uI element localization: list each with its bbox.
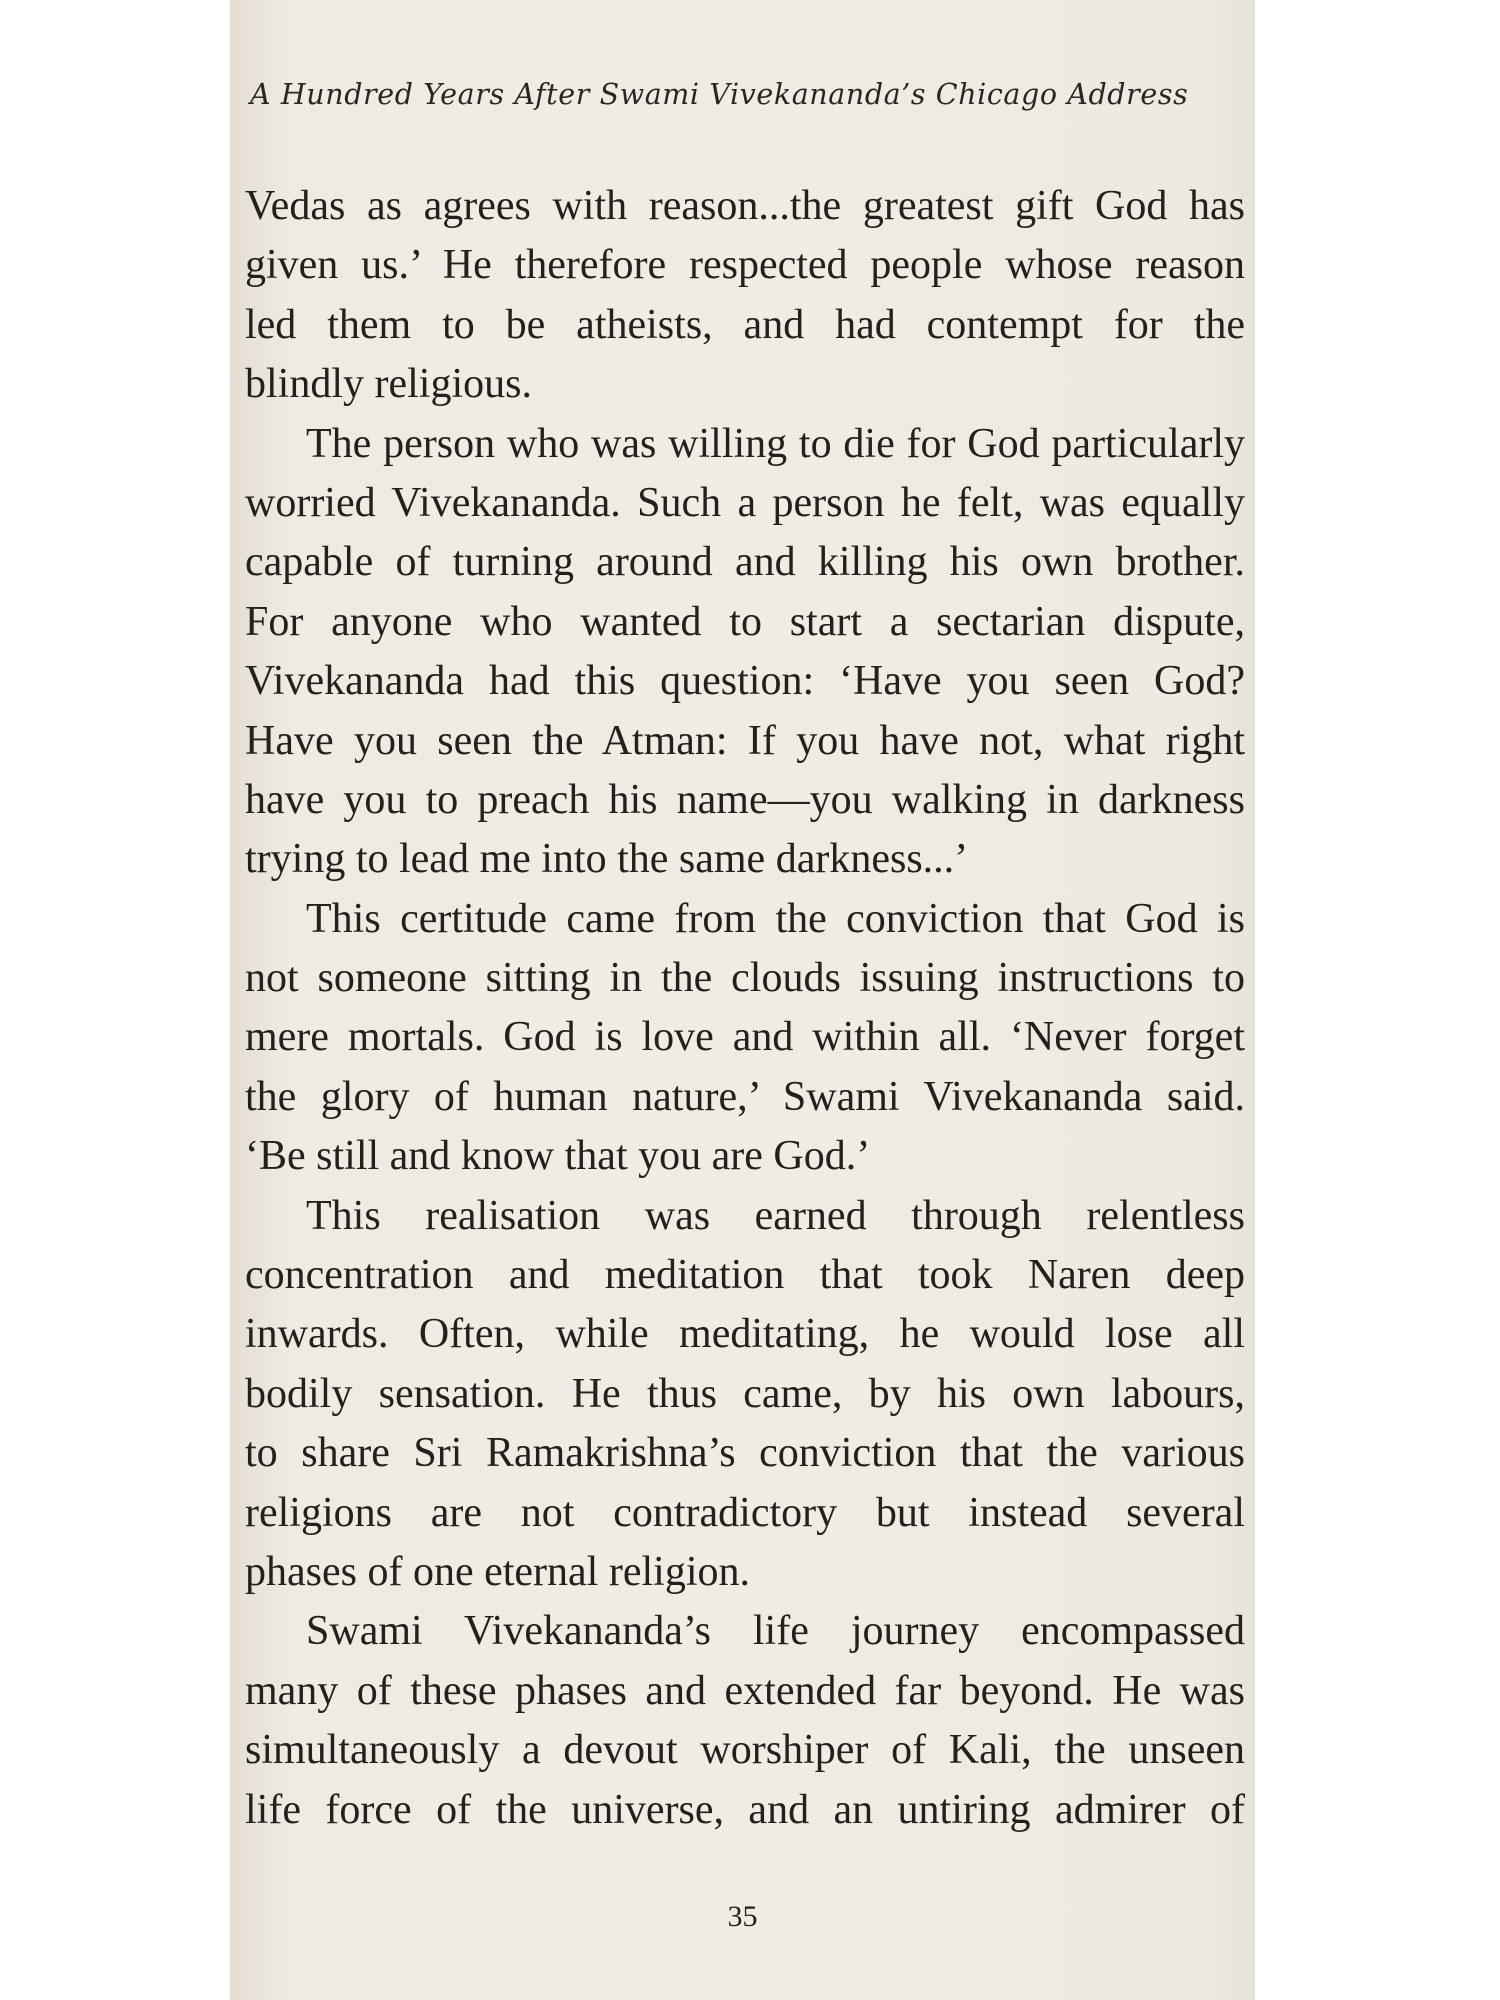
text-line: Vedas as agrees with reason...the greatest gift God has [245, 183, 1245, 229]
text-line: Vivekananda had this question: ‘Have you seen God? [245, 658, 1245, 705]
text-line: trying to lead me into the same darkness...’ [245, 836, 969, 883]
book-page [230, 0, 1255, 2000]
text-line: Have you seen the Atman: If you have not, what right [245, 717, 1245, 764]
text-line: capable of turning around and killing his own brother. [245, 539, 1245, 586]
text-line: blindly religious. [245, 361, 532, 408]
text-line: The person who was willing to die for God particularly [306, 420, 1245, 467]
text-line: phases of one eternal religion. [245, 1548, 750, 1595]
text-line: led them to be atheists, and had contempt for the [245, 301, 1245, 348]
paragraph-1 [245, 177, 1245, 415]
text-line: life force of the universe, and an untiring admirer of [245, 1786, 1245, 1833]
text-line: have you to preach his name—you walking in darkness [245, 776, 1245, 823]
text-line: inwards. Often, while meditating, he would lose all [245, 1311, 1245, 1358]
paragraph-3 [245, 890, 1245, 1187]
paragraph-4 [245, 1187, 1245, 1603]
text-line: For anyone who wanted to start a sectarian dispute, [245, 598, 1245, 645]
text-line: This certitude came from the conviction that God is [306, 895, 1245, 942]
text-line: bodily sensation. He thus came, by his own labours, [245, 1370, 1245, 1417]
body-text [245, 177, 1245, 1840]
text-line: concentration and meditation that took Naren deep [245, 1252, 1245, 1299]
text-line: simultaneously a devout worshiper of Kali, the unseen [245, 1727, 1245, 1774]
text-line: Swami Vivekananda’s life journey encompassed [306, 1608, 1245, 1655]
text-line: mere mortals. God is love and within all. ‘Never forget [245, 1014, 1245, 1061]
text-line: the glory of human nature,’ Swami Vivekananda said. [245, 1073, 1245, 1120]
text-line: worried Vivekananda. Such a person he felt, was equally [245, 479, 1245, 526]
page-number: 35 [727, 1900, 758, 1933]
text-line: many of these phases and extended far beyond. He was [245, 1667, 1245, 1714]
text-line: not someone sitting in the clouds issuing instructions to [245, 955, 1245, 1002]
paragraph-5 [245, 1602, 1245, 1840]
paragraph-2 [245, 415, 1245, 890]
text-line: religions are not contradictory but instead several [245, 1489, 1245, 1536]
text-line: This realisation was earned through relentless [306, 1192, 1245, 1239]
text-line: to share Sri Ramakrishna’s conviction that the various [245, 1430, 1245, 1477]
text-line: ‘Be still and know that you are God.’ [245, 1133, 871, 1180]
text-line: given us.’ He therefore respected people whose reason [245, 242, 1245, 289]
running-head: A Hundred Years After Swami Vivekananda’s Chicago Address [250, 78, 1189, 111]
